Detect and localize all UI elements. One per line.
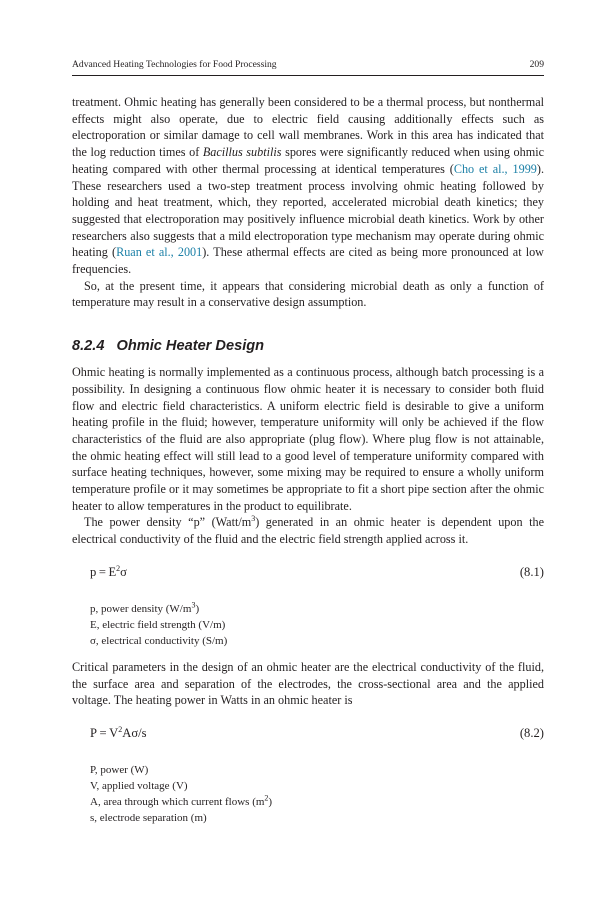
- para1-text-4: ). These athermal effects are cited as being more pronounced at low frequencies.: [72, 245, 544, 277]
- def-area: A, area through which current flows (m: [90, 795, 265, 808]
- definition-line: [90, 794, 544, 810]
- equation-8-1-formula: [90, 564, 127, 581]
- header-rule: [72, 75, 544, 76]
- para4-superscript: 3: [251, 514, 256, 524]
- citation-cho-1999[interactable]: Cho et al., 1999: [453, 161, 537, 176]
- def-conductivity: σ, electrical conductivity (S/m): [90, 634, 228, 647]
- equation-8-1-definitions: [90, 601, 544, 649]
- body-text: [72, 94, 544, 836]
- section-number: 8.2.4: [72, 338, 105, 355]
- equation-8-2-formula: [90, 725, 147, 742]
- para1-text-2: spores were significantly reduced when using ohmic heating compared with other thermal processing at identical temperatures (: [72, 145, 544, 176]
- book-page: [72, 0, 544, 900]
- equation-8-2: [72, 725, 544, 747]
- para1-text-3: ). These researchers used a two-step treatment process involving ohmic heating followed by holding and heat treatment, which, they reported, accelerated microbial death kinetics; they suggested that electroporation may positively influence microbial death kinetics. Work by other researchers also suggests that a mild electroporation type mechanism may operate during ohmic heating (: [72, 161, 544, 260]
- def-field-strength: E, electric field strength (V/m): [90, 618, 226, 631]
- equation-8-1-number: (8.1): [519, 564, 544, 579]
- para4-text-1: The power density “p” (Watt/m: [84, 515, 252, 530]
- section-heading: [72, 337, 544, 355]
- paragraph-ohmic-design: Ohmic heating is normally implemented as a continuous process, although batch processing is a possibility. In designing a continuous flow ohmic heater it is necessary to consider both fluid flow and electric field characteristics. A uniform electric field is desirable to give a uniform heating profile in the fluid; however, temperature uniformity will only be achieved if the flow characteristics of the fluid are also appropriate (plug flow). Where plug flow is not attainable, the ohmic heating effect will still lead to a good level of temperature uniformity compared with surface heating techniques, however, some mixing may be required to ensure a wholly uniform temperature profile or it may sometimes be appropriate to fit a short pipe section after the ohmic heater to allow temperatures in the product to equilibrate.: [72, 365, 544, 513]
- equation-8-1: [72, 564, 544, 586]
- equation-8-2-number: (8.2): [519, 725, 544, 740]
- eq2-rhs: Aσ/s: [122, 725, 147, 740]
- eq1-superscript: 2: [116, 563, 121, 573]
- def-superscript: 2: [264, 793, 269, 803]
- paragraph-electroporation: [72, 94, 544, 278]
- eq1-lhs: p = E: [90, 564, 117, 579]
- def-electrode-separation: s, electrode separation (m): [90, 811, 207, 824]
- eq2-superscript: 2: [118, 724, 123, 734]
- para1-text-1: treatment. Ohmic heating has generally been considered to be a thermal process, but nonthermal effects might also operate, due to electric field causing additionally effects such as electroporation or similar damage to cell wall membranes. Work in this area has indicated that the log reduction times of: [72, 95, 544, 160]
- section-title: Ohmic Heater Design: [116, 338, 265, 355]
- paragraph-critical-parameters: Critical parameters in the design of an ohmic heater are the electrical conductivity of the fluid, the surface area and separation of the electrodes, the cross-sectional area and the applied voltage. The heating power in Watts in an ohmic heater is: [72, 659, 544, 708]
- def-voltage: V, applied voltage (V): [90, 779, 188, 792]
- eq1-rhs: σ: [120, 564, 127, 579]
- paragraph-power-density: [72, 514, 544, 547]
- def-paren: ): [268, 795, 273, 808]
- equation-8-2-definitions: [90, 762, 544, 826]
- citation-ruan-2001[interactable]: Ruan et al., 2001: [116, 245, 203, 260]
- running-head-title: Advanced Heating Technologies for Food Processing: [72, 59, 277, 70]
- species-name: Bacillus subtilis: [202, 145, 282, 160]
- page-number: 209: [529, 59, 544, 70]
- definition-line: [90, 601, 544, 617]
- running-head: [72, 57, 544, 73]
- def-power-density: p, power density (W/m: [90, 602, 192, 615]
- para4-text-2: ) generated in an ohmic heater is dependent upon the electrical conductivity of the fluid and the electric field strength applied across it.: [72, 515, 544, 547]
- def-superscript: 3: [191, 600, 196, 610]
- def-paren: ): [195, 602, 200, 615]
- eq2-lhs: P = V: [90, 725, 119, 740]
- def-power: P, power (W): [90, 763, 149, 776]
- paragraph-conservative-design: So, at the present time, it appears that considering microbial death as only a function of temperature may result in a conservative design assumption.: [72, 278, 544, 310]
